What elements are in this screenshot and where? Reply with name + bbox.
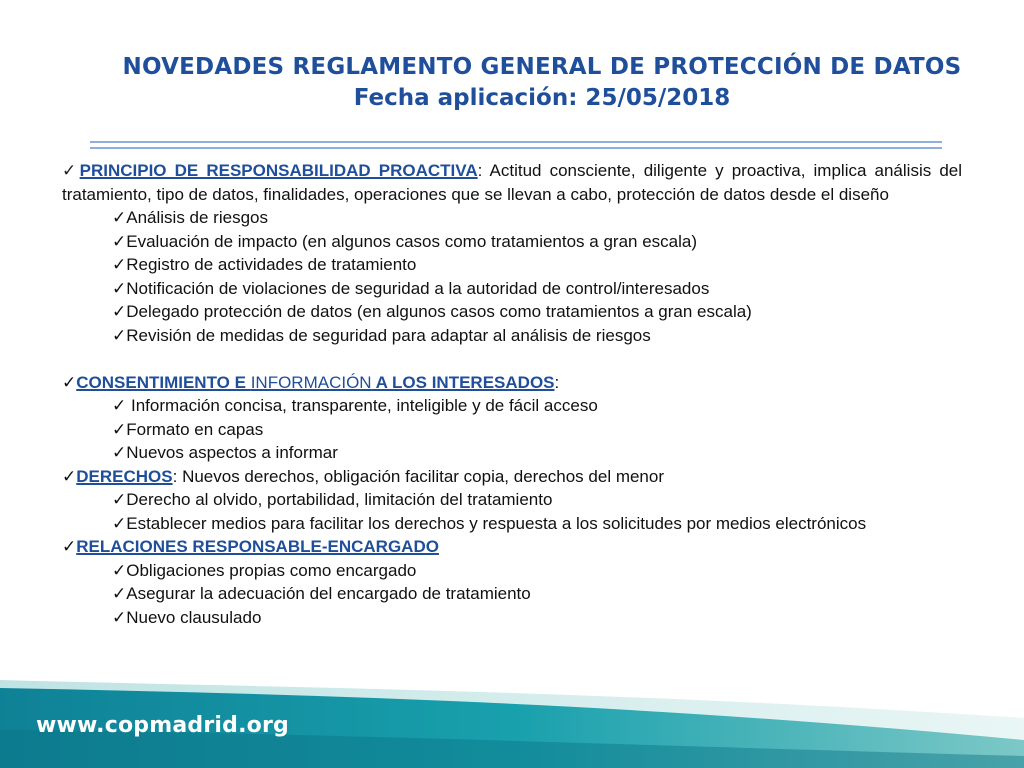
list-item-text: Revisión de medidas de seguridad para adaptar al análisis de riesgos: [126, 325, 651, 345]
check-icon: ✓: [112, 396, 127, 415]
section-body: Actitud consciente, diligente y proactiva, implica análisis del tratamiento, tipo de datos, finalidades, operaciones que se llevan a cabo, protección de datos desde el diseño: [62, 161, 962, 204]
check-icon: ✓: [62, 537, 77, 556]
check-icon: ✓: [112, 584, 127, 603]
list-item: [112, 324, 962, 348]
list-item: [112, 277, 962, 301]
check-icon: ✓: [112, 255, 127, 274]
section-heading: RELACIONES RESPONSABLE-ENCARGADO: [76, 537, 439, 556]
list-item: [112, 488, 962, 512]
section-heading: DERECHOS: [76, 466, 173, 486]
list-item-text: Delegado protección de datos (en algunos casos como tratamientos a gran escala): [126, 302, 752, 321]
list-item-text: Registro de actividades de tratamiento: [126, 255, 417, 274]
heading-separator: :: [172, 466, 178, 486]
list-item: [112, 418, 962, 442]
list-derechos: [62, 488, 962, 535]
list-item: [112, 300, 962, 324]
check-icon: ✓: [112, 419, 127, 439]
page-title: NOVEDADES REGLAMENTO GENERAL DE PROTECCIÓN DE DATOS: [122, 54, 962, 80]
section-body: Nuevos derechos, obligación facilitar copia, derechos del menor: [177, 466, 665, 486]
list-item-text: Establecer medios para facilitar los derechos y respuesta a los solicitudes por medios electrónicos: [126, 513, 867, 533]
check-icon: ✓: [112, 607, 127, 627]
list-consentimiento: [62, 394, 962, 465]
list-item-text: Nuevo clausulado: [126, 607, 262, 627]
check-icon: ✓: [62, 372, 77, 392]
list-responsabilidad: [62, 206, 962, 347]
check-icon: ✓: [112, 443, 127, 462]
list-item: [112, 253, 962, 277]
section-responsabilidad: [62, 159, 962, 206]
check-icon: ✓: [112, 231, 127, 251]
check-icon: ✓: [112, 302, 127, 321]
title-divider: [90, 141, 942, 149]
list-item: [112, 394, 962, 418]
check-icon: ✓: [112, 325, 127, 345]
check-icon: ✓: [62, 466, 77, 486]
section-heading: PRINCIPIO DE RESPONSABILIDAD PROACTIVA: [79, 161, 478, 180]
list-relaciones: [62, 559, 962, 630]
check-icon: ✓: [112, 208, 127, 227]
list-item-text: Evaluación de impacto (en algunos casos como tratamientos a gran escala): [126, 231, 698, 251]
list-item: [112, 230, 962, 254]
title-block: [60, 52, 1024, 114]
list-item-text: Análisis de riesgos: [126, 208, 268, 227]
spacer: [62, 347, 962, 371]
page-subtitle: Fecha aplicación: 25/05/2018: [353, 85, 731, 111]
check-icon: ✓: [112, 278, 127, 298]
check-icon: ✓: [112, 560, 127, 580]
list-item: [112, 606, 962, 630]
section-derechos: [62, 465, 962, 489]
list-item: [112, 559, 962, 583]
footer-url[interactable]: www.copmadrid.org: [36, 713, 289, 738]
list-item-text: Obligaciones propias como encargado: [126, 560, 417, 580]
list-item: [112, 441, 962, 465]
list-item-text: Asegurar la adecuación del encargado de tratamiento: [126, 584, 531, 603]
section-heading: [76, 373, 554, 392]
list-item: [112, 206, 962, 230]
heading-part: A LOS INTERESADOS: [371, 372, 555, 392]
list-item-text: Información concisa, transparente, inteligible y de fácil acceso: [126, 396, 598, 415]
list-item-text: Notificación de violaciones de seguridad a la autoridad de control/interesados: [126, 278, 710, 298]
list-item-text: Derecho al olvido, portabilidad, limitación del tratamiento: [126, 490, 553, 509]
list-item-text: Formato en capas: [126, 419, 264, 439]
list-item: [112, 512, 962, 536]
check-icon: ✓: [112, 490, 127, 509]
heading-separator: :: [554, 372, 560, 392]
list-item: [112, 582, 962, 606]
list-item-text: Nuevos aspectos a informar: [126, 443, 338, 462]
slide-content: [62, 159, 962, 629]
heading-part: CONSENTIMIENTO E: [76, 372, 251, 392]
section-relaciones: [62, 535, 962, 559]
heading-part: INFORMACIÓN: [250, 372, 372, 392]
check-icon: ✓: [62, 161, 80, 180]
section-consentimiento: [62, 371, 962, 395]
heading-separator: :: [477, 161, 483, 180]
check-icon: ✓: [112, 513, 127, 533]
